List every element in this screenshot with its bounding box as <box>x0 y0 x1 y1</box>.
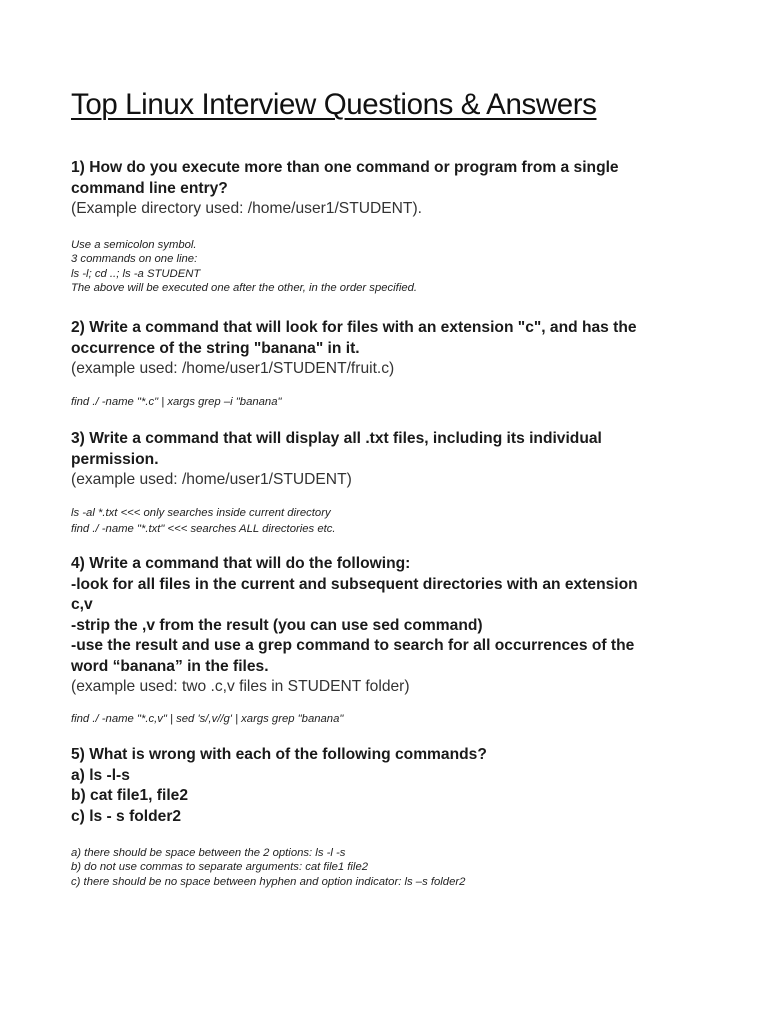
question-4 <box>71 554 711 698</box>
question-text: 5) What is wrong with each of the following commands? <box>71 746 487 763</box>
question-text: -strip the ,v from the result (you can use sed command) <box>71 616 483 634</box>
question-example: (Example directory used: /home/user1/STUDENT). <box>71 200 422 217</box>
question-text: a) ls -l-s <box>71 766 130 784</box>
answer-line: find ./ -name "*.c" | xargs grep –i "banana" <box>71 396 282 408</box>
question-text: 3) Write a command that will display all .txt files, including its individual <box>71 430 602 447</box>
answer-3 <box>71 506 711 537</box>
answer-line: b) do not use commas to separate arguments: cat file1 file2 <box>71 861 369 874</box>
answer-line: ls -l; cd ..; ls -a STUDENT <box>71 267 201 280</box>
question-example: (example used: two .c,v files in STUDENT folder) <box>71 678 410 695</box>
question-text: 1) How do you execute more than one command or program from a single <box>71 159 619 176</box>
question-1 <box>71 158 711 220</box>
question-text: command line entry? <box>71 179 228 197</box>
answer-line: 3 commands on one line: <box>71 253 198 266</box>
question-5 <box>71 745 711 827</box>
answer-line: find ./ -name "*.c,v" | sed 's/,v//g' | xargs grep "banana" <box>71 713 344 725</box>
question-text: occurrence of the string "banana" in it. <box>71 339 360 357</box>
question-text: -use the result and use a grep command to search for all occurrences of the <box>71 637 635 654</box>
answer-line: The above will be executed one after the other, in the order specified. <box>71 281 418 294</box>
answer-line: a) there should be space between the 2 options: ls -l -s <box>71 847 346 859</box>
question-2 <box>71 318 711 380</box>
question-text: -look for all files in the current and subsequent directories with an extension <box>71 575 638 593</box>
answer-line: Use a semicolon symbol. <box>71 239 197 251</box>
answer-1 <box>71 238 711 295</box>
answer-line: find ./ -name "*.txt" <<< searches ALL directories etc. <box>71 522 336 535</box>
question-text: 2) Write a command that will look for files with an extension "c", and has the <box>71 319 637 336</box>
answer-5 <box>71 846 711 889</box>
question-text: c,v <box>71 596 93 613</box>
answer-line: c) there should be no space between hyphen and option indicator: ls –s folder2 <box>71 875 466 888</box>
question-text: b) cat file1, file2 <box>71 787 188 804</box>
question-example: (example used: /home/user1/STUDENT) <box>71 471 352 488</box>
answer-line: ls -al *.txt <<< only searches inside current directory <box>71 507 331 519</box>
answer-4 <box>71 712 711 728</box>
question-text: 4) Write a command that will do the following: <box>71 555 411 572</box>
answer-2 <box>71 395 711 411</box>
document-title: Top Linux Interview Questions & Answers <box>71 88 597 121</box>
question-text: c) ls - s folder2 <box>71 807 182 825</box>
question-3 <box>71 429 711 491</box>
question-example: (example used: /home/user1/STUDENT/fruit.c) <box>71 360 395 377</box>
question-text: permission. <box>71 450 159 468</box>
question-text: word “banana” in the files. <box>71 657 269 675</box>
